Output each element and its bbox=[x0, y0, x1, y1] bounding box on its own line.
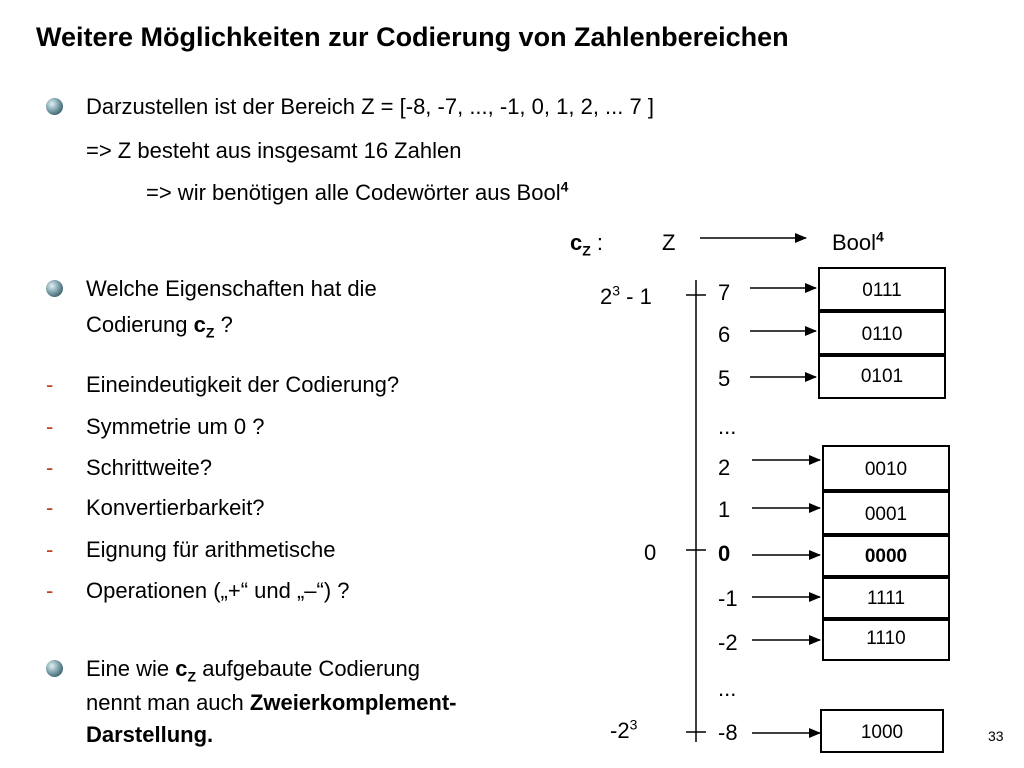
conclusion-prefix: Eine wie bbox=[86, 656, 176, 681]
mapping-c: c bbox=[570, 230, 583, 255]
code-box: 0010 bbox=[822, 445, 950, 491]
code-box: 0111 bbox=[818, 267, 946, 311]
number-value: 7 bbox=[718, 280, 731, 305]
question-prefix: Codierung bbox=[86, 312, 194, 337]
code-box: 1111 bbox=[822, 577, 950, 619]
count-statement: => Z besteht aus insgesamt 16 Zahlen bbox=[86, 138, 462, 163]
dash-marker: - bbox=[46, 495, 54, 520]
number-value: 6 bbox=[718, 322, 731, 347]
number-value: -8 bbox=[718, 720, 738, 745]
conclusion-sub: Z bbox=[187, 668, 197, 685]
axis-max-suffix: - 1 bbox=[620, 284, 652, 309]
code-box: 0001 bbox=[822, 491, 950, 535]
codomain-sup: 4 bbox=[876, 228, 884, 245]
list-item: Eignung für arithmetische bbox=[86, 537, 336, 562]
codeword-sup: 4 bbox=[560, 178, 569, 195]
code-box: 1110 bbox=[822, 619, 950, 661]
list-item: Eineindeutigkeit der Codierung? bbox=[86, 372, 400, 397]
axis-min-sup: 3 bbox=[629, 716, 638, 733]
code-box: 0110 bbox=[818, 311, 946, 355]
number-ellipsis: ... bbox=[718, 414, 737, 439]
domain-label: Z bbox=[662, 230, 676, 255]
number-value: 2 bbox=[718, 455, 731, 480]
number-value: 1 bbox=[718, 497, 731, 522]
mapping-colon: : bbox=[590, 230, 604, 255]
code-box: 0101 bbox=[818, 355, 946, 399]
axis-max-base: 2 bbox=[600, 284, 613, 309]
axis-zero-label: 0 bbox=[644, 540, 657, 565]
conclusion-term-end: Darstellung. bbox=[86, 722, 214, 747]
conclusion-suffix: aufgebaute Codierung bbox=[196, 656, 420, 681]
number-value-zero: 0 bbox=[718, 541, 731, 566]
axis-max-sup: 3 bbox=[612, 282, 621, 299]
number-ellipsis: ... bbox=[718, 676, 737, 701]
number-value: -1 bbox=[718, 586, 738, 611]
list-item: Operationen („+“ und „–“) ? bbox=[86, 578, 350, 603]
dash-marker: - bbox=[46, 455, 54, 480]
list-item: Symmetrie um 0 ? bbox=[86, 414, 265, 439]
mapping-sub: Z bbox=[582, 242, 591, 259]
number-value: -2 bbox=[718, 630, 738, 655]
codomain-text: Bool bbox=[832, 230, 877, 255]
list-item: Konvertierbarkeit? bbox=[86, 495, 265, 520]
conclusion-text: nennt man auch bbox=[86, 690, 250, 715]
conclusion-term: Zweierkomplement- bbox=[249, 690, 457, 715]
question-suffix: ? bbox=[214, 312, 233, 337]
question-c: c bbox=[193, 312, 206, 337]
conclusion-c: c bbox=[175, 656, 188, 681]
question-line-1: Welche Eigenschaften hat die bbox=[86, 276, 377, 301]
question-sub: Z bbox=[205, 324, 215, 341]
list-item: Schrittweite? bbox=[86, 455, 212, 480]
number-value: 5 bbox=[718, 366, 731, 391]
dash-marker: - bbox=[46, 578, 54, 603]
axis-min-base: -2 bbox=[610, 718, 630, 743]
dash-marker: - bbox=[46, 372, 54, 397]
page-number: 33 bbox=[988, 728, 1004, 744]
code-box: 1000 bbox=[820, 709, 944, 753]
code-box-zero: 0000 bbox=[822, 535, 950, 577]
dash-marker: - bbox=[46, 414, 54, 439]
dash-marker: - bbox=[46, 537, 54, 562]
range-definition: Darzustellen ist der Bereich Z = [-8, -7, ..., -1, 0, 1, 2, ... 7 ] bbox=[86, 94, 654, 119]
codeword-text: => wir benötigen alle Codewörter aus Bool bbox=[146, 180, 561, 205]
slide-title: Weitere Möglichkeiten zur Codierung von Zahlenbereichen bbox=[36, 22, 789, 52]
